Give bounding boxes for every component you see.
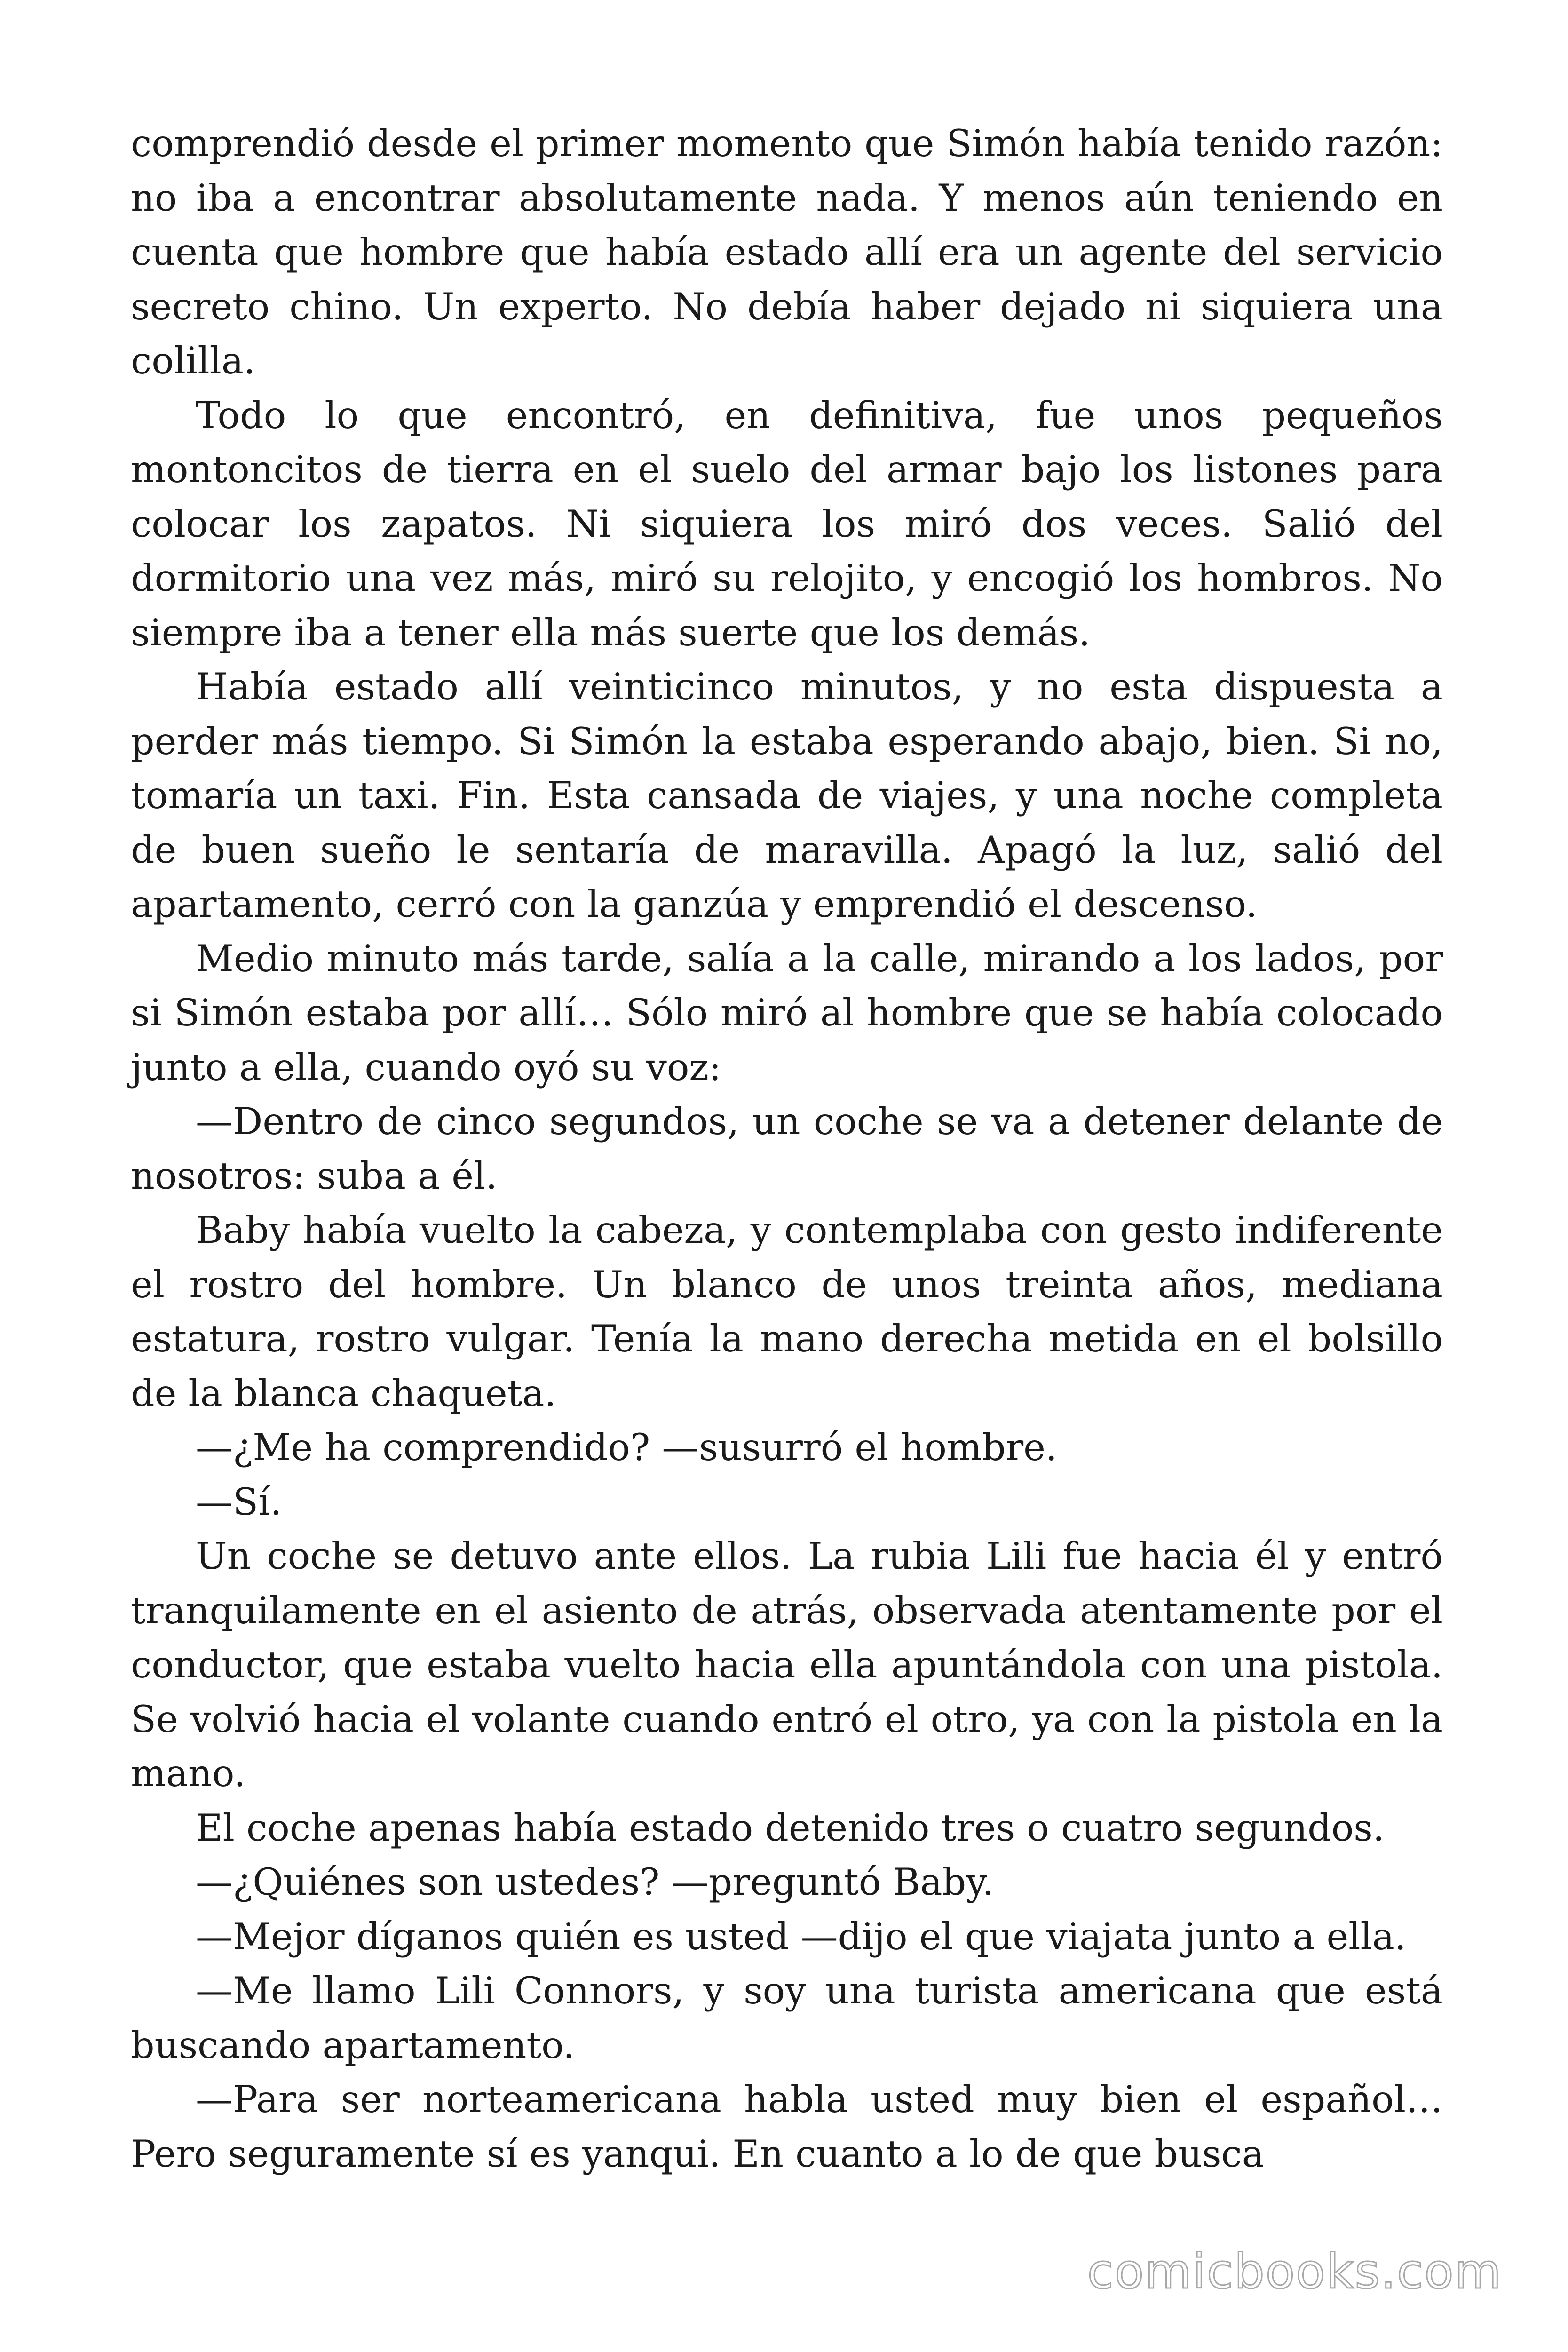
paragraph: Había estado allí veinticinco minutos, y no esta dispuesta a perder más tiempo. Si Simón la estaba esperando abajo, bien. Si no, tomaría un taxi. Fin. Esta cansada de viajes, y una noche completa de buen sueño le sentaría de maravilla. Apagó la luz, salió del apartamento, cerró con la ganzúa y emprendió el descenso. [131, 665, 1443, 926]
paragraph: El coche apenas había estado detenido tres o cuatro segundos. [196, 1806, 1385, 1850]
dialogue-line: —Sí. [196, 1480, 282, 1524]
dialogue-line: —Para ser norteamericana habla usted muy bien el español… Pero seguramente sí es yanqui. En cuanto a lo de que busca [131, 2078, 1443, 2176]
dialogue-line: —¿Quiénes son ustedes? —preguntó Baby. [196, 1860, 994, 1904]
paragraph: Baby había vuelto la cabeza, y contemplaba con gesto indiferente el rostro del hombre. Un blanco de unos treinta años, mediana estatura, rostro vulgar. Tenía la mano derecha metida en el bolsillo de la blanca chaqueta. [131, 1208, 1443, 1415]
paragraph: Todo lo que encontró, en definitiva, fue unos pequeños montoncitos de tierra en el suelo del armar bajo los listones para colocar los zapatos. Ni siquiera los miró dos veces. Salió del dormitorio una vez más, miró su relojito, y encogió los hombros. No siempre iba a tener ella más suerte que los demás. [131, 393, 1443, 654]
paragraph: Un coche se detuvo ante ellos. La rubia Lili fue hacia él y entró tranquilamente en el asiento de atrás, observada atentamente por el conductor, que estaba vuelto hacia ella apuntándola con una pistola. Se volvió hacia el volante cuando entró el otro, ya con la pistola en la mano. [131, 1534, 1443, 1795]
paragraph-continuation: comprendió desde el primer momento que Simón había tenido razón: no iba a encontrar absolutamente nada. Y menos aún teniendo en cuenta que hombre que había estado allí era un agente del servicio secreto chino. Un experto. No debía haber dejado ni siquiera una colilla. [131, 122, 1443, 382]
book-page-text [131, 117, 1443, 2181]
dialogue-line: —Mejor díganos quién es usted —dijo el que viajata junto a ella. [196, 1915, 1407, 1958]
watermark-logo: comicbooks.com [1087, 2244, 1502, 2300]
dialogue-line: —Dentro de cinco segundos, un coche se va a detener delante de nosotros: suba a él. [131, 1100, 1443, 1198]
dialogue-line: —¿Me ha comprendido? —susurró el hombre. [196, 1426, 1058, 1469]
paragraph: Medio minuto más tarde, salía a la calle, mirando a los lados, por si Simón estaba por allí… Sólo miró al hombre que se había colocado junto a ella, cuando oyó su voz: [131, 937, 1443, 1089]
dialogue-line: —Me llamo Lili Connors, y soy una turista americana que está buscando apartamento. [131, 1969, 1443, 2067]
